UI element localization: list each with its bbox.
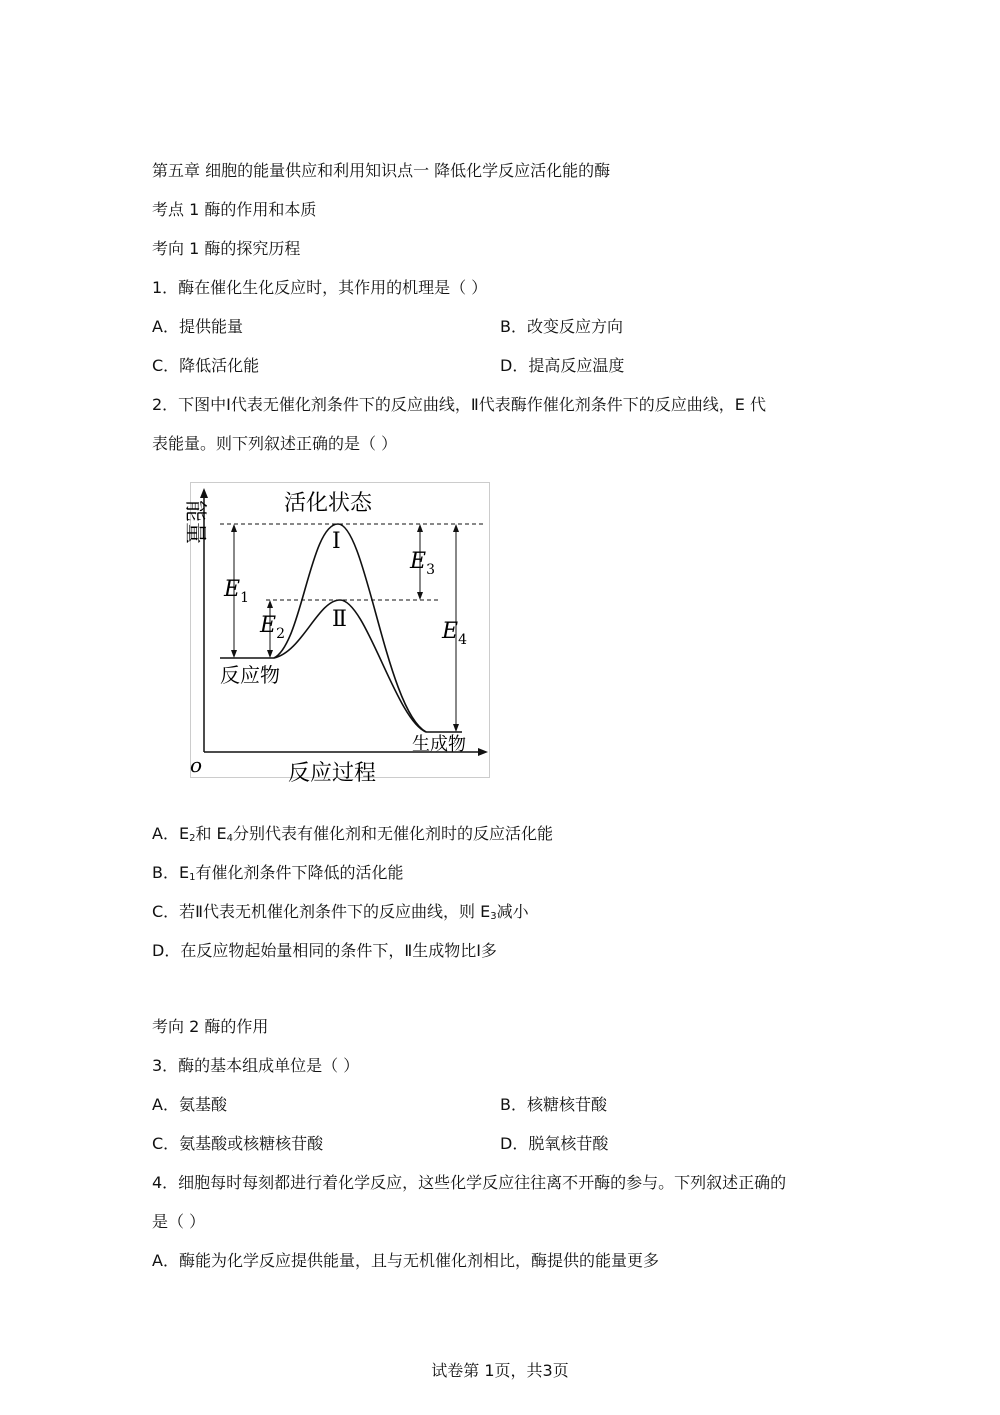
origin-label: o: [190, 753, 203, 777]
section-point: 考点 1 酶的作用和本质: [152, 200, 317, 219]
curve-i-label: Ⅰ: [332, 529, 341, 554]
q1-option-c: C．降低活化能: [152, 356, 260, 375]
q3-option-d: D．脱氧核苷酸: [500, 1134, 609, 1153]
q3-option-b: B．核糖核苷酸: [500, 1095, 607, 1114]
y-axis-label: 能量: [182, 500, 207, 545]
q4-option-a: A．酶能为化学反应提供能量，且与无机催化剂相比，酶提供的能量更多: [152, 1251, 659, 1270]
x-axis-label: 反应过程: [288, 761, 377, 786]
q2-option-a: A．$E_2$和 $E_4$分别代表有催化剂和无催化剂时的反应活化能: [152, 824, 554, 844]
q1-stem: 1．酶在催化生化反应时，其作用的机理是（ ）: [152, 278, 488, 297]
q4-stem-line1: 4．细胞每时每刻都进行着化学反应，这些化学反应往往离不开酶的参与。下列叙述正确的: [152, 1173, 787, 1192]
q3-stem: 3．酶的基本组成单位是（ ）: [152, 1056, 360, 1075]
q2-stem-line1: 2．下图中Ⅰ代表无催化剂条件下的反应曲线，Ⅱ代表酶作催化剂条件下的反应曲线，E 代: [152, 395, 766, 414]
q2-stem-line2: 表能量。则下列叙述正确的是（ ）: [152, 434, 398, 453]
q2-option-b: B．$E_1$有催化剂条件下降低的活化能: [152, 863, 404, 883]
q1-option-b: B．改变反应方向: [500, 317, 623, 336]
e4-label: $E_4$: [442, 619, 467, 648]
q3-option-c: C．氨基酸或核糖核苷酸: [152, 1134, 324, 1153]
curve-ii-label: Ⅱ: [332, 607, 347, 632]
q2-option-c: C．若Ⅱ代表无机催化剂条件下的反应曲线，则 $E_3$减小: [152, 902, 529, 922]
page-footer: 试卷第 1页，共3页: [431, 1361, 569, 1380]
reactant-label: 反应物: [220, 663, 280, 687]
q3-option-a: A．氨基酸: [152, 1095, 227, 1114]
section-direction-1: 考向 1 酶的探究历程: [152, 239, 301, 258]
q1-option-a: A．提供能量: [152, 317, 243, 336]
energy-diagram: [182, 482, 490, 786]
active-state-label: 活化状态: [284, 491, 373, 516]
e2-label: $E_2$: [260, 613, 285, 642]
curve-i: [274, 524, 426, 732]
e1-label: $E_1$: [224, 577, 249, 606]
chapter-title: 第五章 细胞的能量供应和利用知识点一 降低化学反应活化能的酶: [152, 161, 611, 180]
curve-ii: [274, 600, 426, 732]
q2-option-d: D．在反应物起始量相同的条件下，Ⅱ生成物比Ⅰ多: [152, 941, 497, 960]
q1-option-d: D．提高反应温度: [500, 356, 625, 375]
section-direction-2: 考向 2 酶的作用: [152, 1017, 269, 1036]
q4-stem-line2: 是（ ）: [152, 1212, 206, 1231]
e3-label: $E_3$: [410, 549, 435, 578]
product-label: 生成物: [412, 734, 466, 755]
